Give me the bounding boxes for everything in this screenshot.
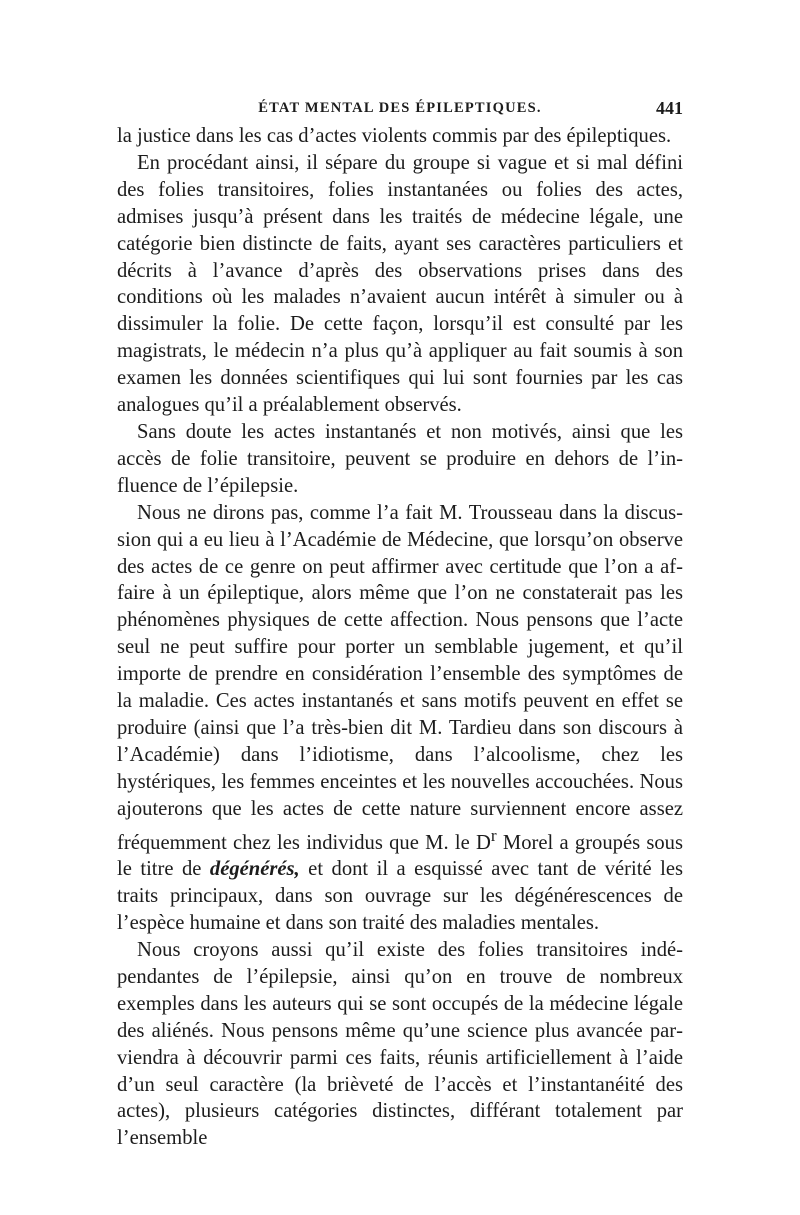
body-text: [117, 123, 683, 1152]
paragraph-text: En procédant ainsi, il sépare du groupe si vague et si mal défini des folies transitoires, folies instantanées ou folies des actes, admises jusqu’à présent dans les traités de médecine légale, une catégorie bien distincte de faits, ayant ses caractères particuliers et décrits à l’avance d’après des observations prises dans des conditions où les malades n’avaient aucun intérêt à simuler ou à dissimuler la folie. De cette façon, lorsqu’il est consulté par les magistrats, le médecin n’a plus qu’à appliquer au fait soumis à son examen les données scientifiques qui lui sont fournies par les cas analogues qu’il a préalablement observés.: [117, 151, 683, 417]
paragraph: [117, 500, 683, 937]
paragraph-text: Nous ne dirons pas, comme l’a fait M. Trousseau dans la discussion qui a eu lieu à l’Académie de Médecine, que lorsqu’on observe des actes de ce genre on peut affirmer avec certitude que l’on a affaire à un épileptique, alors même que l’on ne constaterait pas les phénomènes physiques de cette affection. Nous pensons que l’acte seul ne peut suffire pour porter un semblable jugement, et qu’il importe de prendre en considération l’ensemble des symptômes de la maladie. Ces actes instantanés et sans motifs peuvent en effet se produire (ainsi que l’a très-bien dit M. Tardieu dans son discours à l’Académie) dans l’idiotisme, dans l’alcoolisme, chez les hystériques, les femmes enceintes et les nouvelles accouchées. Nous ajouterons que les actes de cette nature surviennent encore assez fréquemment chez les individus que M. le D: [117, 501, 683, 854]
paragraph-text: la justice dans les cas d’actes violents commis par des épileptiques.: [117, 125, 672, 147]
paragraph-continued: [117, 123, 683, 150]
paragraph-text: Nous croyons aussi qu’il existe des folies transitoires indépendantes de l’épilepsie, ainsi qu’on en trouve de nombreux exemples dans les auteurs qui se sont occupés de la médecine légale des aliénés. Nous pensons même qu’une science plus avancée parviendra à découvrir parmi ces faits, réunis artificiellement à l’aide d’un seul caractère (la brièveté de l’accès et l’instantanéité des actes), plusieurs catégories distinctes, différant totalement par l’ensemble: [117, 939, 683, 1150]
paragraph-text: Sans doute les actes instantanés et non motivés, ainsi que les accès de folie transitoire, peuvent se produire en dehors de l’influence de l’épilepsie.: [117, 420, 683, 497]
page-number: 441: [656, 98, 683, 118]
emphasized-term: dégénérés,: [209, 858, 300, 881]
paragraph: [117, 937, 683, 1152]
paragraph: [117, 150, 683, 419]
running-title: ÉTAT MENTAL DES ÉPILEPTIQUES.: [258, 100, 542, 116]
paragraph-text: Morel a groupés sous le titre de: [117, 831, 683, 881]
paragraph-text: et dont il a esquissé avec tant de vérité les traits principaux, dans son ouvrage sur les dégénérescences de l’espèce humaine et dans son traité des maladies mentales.: [117, 858, 683, 935]
running-header: [117, 100, 683, 124]
superscript: r: [490, 825, 497, 845]
paragraph: [117, 419, 683, 500]
